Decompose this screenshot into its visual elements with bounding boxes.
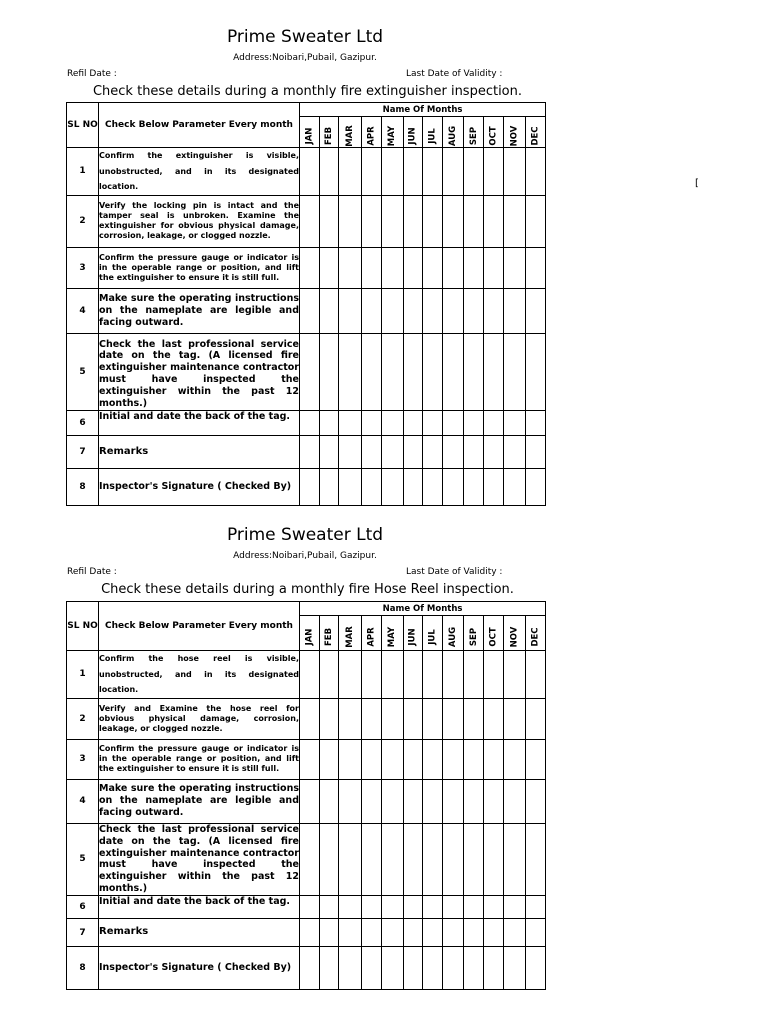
row-number: 6 — [67, 896, 99, 919]
check-cell[interactable] — [339, 435, 362, 468]
check-cell[interactable] — [361, 919, 381, 947]
check-cell[interactable] — [423, 195, 443, 247]
check-cell[interactable] — [525, 779, 545, 823]
check-cell[interactable] — [423, 288, 443, 333]
check-cell[interactable] — [300, 779, 320, 823]
check-cell[interactable] — [403, 698, 423, 739]
check-cell[interactable] — [464, 698, 484, 739]
check-cell[interactable] — [525, 435, 545, 468]
table-row — [67, 739, 546, 779]
check-cell[interactable] — [403, 195, 423, 247]
check-cell[interactable] — [504, 247, 526, 288]
check-cell[interactable] — [361, 435, 381, 468]
check-cell[interactable] — [319, 698, 339, 739]
inspection-table — [66, 102, 546, 506]
check-cell[interactable] — [464, 651, 484, 699]
check-cell[interactable] — [361, 947, 381, 990]
table-row — [67, 823, 546, 895]
check-cell[interactable] — [525, 288, 545, 333]
check-cell[interactable] — [423, 148, 443, 196]
check-cell[interactable] — [339, 739, 362, 779]
check-cell[interactable] — [525, 823, 545, 895]
month-header: SEP — [464, 616, 484, 651]
check-cell[interactable] — [443, 148, 464, 196]
check-cell[interactable] — [464, 896, 484, 919]
check-cell[interactable] — [361, 247, 381, 288]
form-heading: Check these details during a monthly fire Hose Reel inspection. — [101, 582, 514, 597]
check-cell[interactable] — [339, 651, 362, 699]
check-cell[interactable] — [339, 919, 362, 947]
check-cell[interactable] — [382, 468, 403, 505]
row-parameter: Confirm the pressure gauge or indicator is in the operable range or position, and lift the extinguisher to ensure it is still full. — [99, 247, 300, 288]
check-cell[interactable] — [504, 739, 526, 779]
check-cell[interactable] — [403, 919, 423, 947]
check-cell[interactable] — [319, 651, 339, 699]
check-cell[interactable] — [483, 288, 503, 333]
check-cell[interactable] — [483, 148, 503, 196]
check-cell[interactable] — [504, 779, 526, 823]
check-cell[interactable] — [483, 333, 503, 410]
month-header: MAR — [339, 616, 362, 651]
check-cell[interactable] — [300, 247, 320, 288]
check-cell[interactable] — [443, 651, 464, 699]
check-cell[interactable] — [300, 823, 320, 895]
month-header: JAN — [300, 117, 320, 148]
month-header: MAY — [382, 117, 403, 148]
row-parameter: Remarks — [99, 919, 300, 947]
check-cell[interactable] — [361, 410, 381, 435]
month-header: JUN — [403, 117, 423, 148]
month-header: NOV — [504, 117, 526, 148]
month-header: MAY — [382, 616, 403, 651]
check-cell[interactable] — [483, 698, 503, 739]
check-cell[interactable] — [403, 947, 423, 990]
month-header: APR — [361, 117, 381, 148]
check-cell[interactable] — [382, 823, 403, 895]
check-cell[interactable] — [382, 288, 403, 333]
row-parameter: Check the last professional service date on the tag. (A licensed fire extinguisher maintenance contractor must have inspected the extinguisher within the past 12 months.) — [99, 333, 300, 410]
check-cell[interactable] — [361, 333, 381, 410]
check-cell[interactable] — [443, 333, 464, 410]
check-cell[interactable] — [464, 148, 484, 196]
inspection-table — [66, 601, 546, 990]
month-header: SEP — [464, 117, 484, 148]
check-cell[interactable] — [361, 779, 381, 823]
month-header: MAR — [339, 117, 362, 148]
check-cell[interactable] — [403, 823, 423, 895]
check-cell[interactable] — [339, 148, 362, 196]
check-cell[interactable] — [504, 947, 526, 990]
month-header: JUL — [423, 117, 443, 148]
check-cell[interactable] — [319, 919, 339, 947]
table-row — [67, 410, 546, 435]
check-cell[interactable] — [300, 651, 320, 699]
check-cell[interactable] — [504, 823, 526, 895]
check-cell[interactable] — [382, 919, 403, 947]
check-cell[interactable] — [339, 410, 362, 435]
check-cell[interactable] — [525, 195, 545, 247]
check-cell[interactable] — [403, 779, 423, 823]
check-cell[interactable] — [361, 468, 381, 505]
check-cell[interactable] — [504, 410, 526, 435]
check-cell[interactable] — [443, 739, 464, 779]
check-cell[interactable] — [319, 896, 339, 919]
check-cell[interactable] — [339, 288, 362, 333]
check-cell[interactable] — [339, 333, 362, 410]
check-cell[interactable] — [361, 698, 381, 739]
check-cell[interactable] — [423, 947, 443, 990]
check-cell[interactable] — [504, 698, 526, 739]
check-cell[interactable] — [300, 468, 320, 505]
month-header: FEB — [319, 616, 339, 651]
check-cell[interactable] — [382, 435, 403, 468]
check-cell[interactable] — [443, 779, 464, 823]
table-row — [67, 779, 546, 823]
table-row — [67, 333, 546, 410]
row-parameter: Inspector's Signature ( Checked By) — [99, 468, 300, 505]
months-header: Name Of Months — [300, 103, 546, 117]
month-header: DEC — [525, 616, 545, 651]
check-cell[interactable] — [423, 919, 443, 947]
check-cell[interactable] — [464, 247, 484, 288]
check-cell[interactable] — [339, 947, 362, 990]
check-cell[interactable] — [423, 779, 443, 823]
check-cell[interactable] — [504, 896, 526, 919]
check-cell[interactable] — [483, 468, 503, 505]
month-header: JUN — [403, 616, 423, 651]
check-cell[interactable] — [300, 333, 320, 410]
check-cell[interactable] — [423, 896, 443, 919]
month-header: OCT — [483, 117, 503, 148]
check-cell[interactable] — [483, 896, 503, 919]
check-cell[interactable] — [483, 435, 503, 468]
check-cell[interactable] — [464, 739, 484, 779]
stray-bracket-mark: [ — [695, 178, 699, 189]
table-row — [67, 919, 546, 947]
check-cell[interactable] — [319, 333, 339, 410]
table-row — [67, 468, 546, 505]
check-cell[interactable] — [319, 468, 339, 505]
check-cell[interactable] — [464, 947, 484, 990]
check-cell[interactable] — [525, 247, 545, 288]
check-cell[interactable] — [300, 896, 320, 919]
check-cell[interactable] — [403, 468, 423, 505]
check-cell[interactable] — [361, 823, 381, 895]
row-parameter: Remarks — [99, 435, 300, 468]
check-cell[interactable] — [464, 823, 484, 895]
check-cell[interactable] — [525, 468, 545, 505]
check-cell[interactable] — [443, 823, 464, 895]
row-number: 2 — [67, 698, 99, 739]
check-cell[interactable] — [464, 288, 484, 333]
check-cell[interactable] — [464, 435, 484, 468]
check-cell[interactable] — [423, 410, 443, 435]
row-number: 6 — [67, 410, 99, 435]
check-cell[interactable] — [403, 651, 423, 699]
check-cell[interactable] — [504, 468, 526, 505]
check-cell[interactable] — [339, 896, 362, 919]
check-cell[interactable] — [443, 468, 464, 505]
check-cell[interactable] — [443, 435, 464, 468]
check-cell[interactable] — [483, 919, 503, 947]
company-address: Address:Noibari,Pubail, Gazipur. — [233, 53, 377, 63]
check-cell[interactable] — [483, 651, 503, 699]
check-cell[interactable] — [443, 195, 464, 247]
check-cell[interactable] — [483, 739, 503, 779]
check-cell[interactable] — [464, 410, 484, 435]
row-number: 1 — [67, 148, 99, 196]
check-cell[interactable] — [300, 148, 320, 196]
check-cell[interactable] — [339, 195, 362, 247]
company-name: Prime Sweater Ltd — [226, 27, 384, 47]
table-row — [67, 435, 546, 468]
check-cell[interactable] — [403, 148, 423, 196]
check-cell[interactable] — [300, 435, 320, 468]
check-cell[interactable] — [319, 148, 339, 196]
check-cell[interactable] — [319, 195, 339, 247]
row-parameter: Confirm the pressure gauge or indicator is in the operable range or position, and lift the extinguisher to ensure it is still full. — [99, 739, 300, 779]
check-cell[interactable] — [483, 823, 503, 895]
check-cell[interactable] — [403, 410, 423, 435]
check-cell[interactable] — [525, 739, 545, 779]
check-cell[interactable] — [403, 247, 423, 288]
check-cell[interactable] — [403, 896, 423, 919]
check-cell[interactable] — [464, 779, 484, 823]
row-parameter: Initial and date the back of the tag. — [99, 896, 300, 919]
check-cell[interactable] — [382, 739, 403, 779]
check-cell[interactable] — [525, 148, 545, 196]
row-number: 8 — [67, 468, 99, 505]
check-cell[interactable] — [483, 947, 503, 990]
check-cell[interactable] — [319, 947, 339, 990]
check-cell[interactable] — [382, 333, 403, 410]
form-heading: Check these details during a monthly fire extinguisher inspection. — [92, 84, 523, 99]
check-cell[interactable] — [300, 919, 320, 947]
check-cell[interactable] — [361, 288, 381, 333]
check-cell[interactable] — [319, 739, 339, 779]
check-cell[interactable] — [361, 195, 381, 247]
row-number: 5 — [67, 333, 99, 410]
check-cell[interactable] — [443, 288, 464, 333]
row-number: 4 — [67, 288, 99, 333]
check-cell[interactable] — [382, 247, 403, 288]
months-header: Name Of Months — [300, 602, 546, 616]
check-cell[interactable] — [423, 247, 443, 288]
month-header: APR — [361, 616, 381, 651]
check-cell[interactable] — [382, 779, 403, 823]
check-cell[interactable] — [361, 739, 381, 779]
table-row — [67, 247, 546, 288]
row-parameter: Confirm the hose reel is visible, unobstructed, and in its designated location. — [99, 651, 300, 699]
refil-date-label: Refil Date : — [67, 69, 117, 79]
check-cell[interactable] — [300, 739, 320, 779]
row-parameter: Verify the locking pin is intact and the tamper seal is unbroken. Examine the extinguisher for obvious physical damage, corrosion, leakage, or clogged nozzle. — [99, 195, 300, 247]
row-parameter: Initial and date the back of the tag. — [99, 410, 300, 435]
check-cell[interactable] — [403, 333, 423, 410]
check-cell[interactable] — [525, 919, 545, 947]
check-cell[interactable] — [403, 288, 423, 333]
check-cell[interactable] — [443, 410, 464, 435]
month-header: DEC — [525, 117, 545, 148]
table-row — [67, 288, 546, 333]
month-header: AUG — [443, 117, 464, 148]
row-parameter: Confirm the extinguisher is visible, unobstructed, and in its designated location. — [99, 148, 300, 196]
check-cell[interactable] — [361, 896, 381, 919]
check-cell[interactable] — [504, 333, 526, 410]
check-cell[interactable] — [443, 896, 464, 919]
check-cell[interactable] — [382, 148, 403, 196]
parameter-header: Check Below Parameter Every month — [99, 602, 300, 651]
check-cell[interactable] — [443, 947, 464, 990]
check-cell[interactable] — [483, 247, 503, 288]
check-cell[interactable] — [382, 947, 403, 990]
check-cell[interactable] — [504, 919, 526, 947]
check-cell[interactable] — [319, 823, 339, 895]
table-row — [67, 698, 546, 739]
row-number: 5 — [67, 823, 99, 895]
row-parameter: Verify and Examine the hose reel for obvious physical damage, corrosion, leakage, or clogged nozzle. — [99, 698, 300, 739]
check-cell[interactable] — [382, 410, 403, 435]
check-cell[interactable] — [504, 651, 526, 699]
table-row — [67, 148, 546, 196]
row-number: 3 — [67, 739, 99, 779]
check-cell[interactable] — [339, 779, 362, 823]
row-number: 8 — [67, 947, 99, 990]
table-row — [67, 896, 546, 919]
company-address: Address:Noibari,Pubail, Gazipur. — [233, 551, 377, 561]
check-cell[interactable] — [525, 410, 545, 435]
check-cell[interactable] — [504, 195, 526, 247]
row-parameter: Make sure the operating instructions on the nameplate are legible and facing outward. — [99, 779, 300, 823]
check-cell[interactable] — [464, 468, 484, 505]
check-cell[interactable] — [403, 739, 423, 779]
check-cell[interactable] — [464, 333, 484, 410]
check-cell[interactable] — [525, 698, 545, 739]
check-cell[interactable] — [382, 651, 403, 699]
check-cell[interactable] — [319, 435, 339, 468]
check-cell[interactable] — [423, 435, 443, 468]
check-cell[interactable] — [361, 148, 381, 196]
last-validity-label: Last Date of Validity : — [406, 567, 503, 577]
check-cell[interactable] — [361, 651, 381, 699]
row-number: 3 — [67, 247, 99, 288]
check-cell[interactable] — [525, 333, 545, 410]
month-header: NOV — [504, 616, 526, 651]
parameter-header: Check Below Parameter Every month — [99, 103, 300, 148]
check-cell[interactable] — [300, 947, 320, 990]
sl-no-header: SL NO — [67, 602, 99, 651]
month-header: JAN — [300, 616, 320, 651]
check-cell[interactable] — [382, 896, 403, 919]
check-cell[interactable] — [423, 333, 443, 410]
row-number: 4 — [67, 779, 99, 823]
check-cell[interactable] — [504, 435, 526, 468]
check-cell[interactable] — [443, 919, 464, 947]
check-cell[interactable] — [464, 195, 484, 247]
row-number: 7 — [67, 435, 99, 468]
check-cell[interactable] — [525, 651, 545, 699]
refil-date-label: Refil Date : — [67, 567, 117, 577]
check-cell[interactable] — [382, 698, 403, 739]
check-cell[interactable] — [319, 779, 339, 823]
check-cell[interactable] — [443, 698, 464, 739]
row-parameter: Inspector's Signature ( Checked By) — [99, 947, 300, 990]
company-name: Prime Sweater Ltd — [226, 525, 384, 545]
check-cell[interactable] — [525, 947, 545, 990]
month-header: OCT — [483, 616, 503, 651]
check-cell[interactable] — [339, 823, 362, 895]
check-cell[interactable] — [319, 410, 339, 435]
month-header: FEB — [319, 117, 339, 148]
table-row — [67, 651, 546, 699]
check-cell[interactable] — [382, 195, 403, 247]
check-cell[interactable] — [319, 288, 339, 333]
check-cell[interactable] — [525, 896, 545, 919]
row-number: 2 — [67, 195, 99, 247]
row-number: 1 — [67, 651, 99, 699]
check-cell[interactable] — [504, 148, 526, 196]
check-cell[interactable] — [483, 410, 503, 435]
check-cell[interactable] — [483, 195, 503, 247]
check-cell[interactable] — [423, 823, 443, 895]
check-cell[interactable] — [300, 410, 320, 435]
check-cell[interactable] — [300, 698, 320, 739]
check-cell[interactable] — [300, 195, 320, 247]
check-cell[interactable] — [423, 651, 443, 699]
check-cell[interactable] — [464, 919, 484, 947]
check-cell[interactable] — [504, 288, 526, 333]
check-cell[interactable] — [423, 698, 443, 739]
check-cell[interactable] — [423, 468, 443, 505]
check-cell[interactable] — [403, 435, 423, 468]
sl-no-header: SL NO — [67, 103, 99, 148]
row-parameter: Make sure the operating instructions on the nameplate are legible and facing outward. — [99, 288, 300, 333]
check-cell[interactable] — [483, 779, 503, 823]
last-validity-label: Last Date of Validity : — [406, 69, 503, 79]
check-cell[interactable] — [339, 698, 362, 739]
check-cell[interactable] — [300, 288, 320, 333]
check-cell[interactable] — [319, 247, 339, 288]
table-row — [67, 195, 546, 247]
row-number: 7 — [67, 919, 99, 947]
check-cell[interactable] — [443, 247, 464, 288]
month-header: JUL — [423, 616, 443, 651]
check-cell[interactable] — [339, 247, 362, 288]
check-cell[interactable] — [339, 468, 362, 505]
check-cell[interactable] — [423, 739, 443, 779]
table-row — [67, 947, 546, 990]
month-header: AUG — [443, 616, 464, 651]
row-parameter: Check the last professional service date on the tag. (A licensed fire extinguisher maintenance contractor must have inspected the extinguisher within the past 12 months.) — [99, 823, 299, 895]
